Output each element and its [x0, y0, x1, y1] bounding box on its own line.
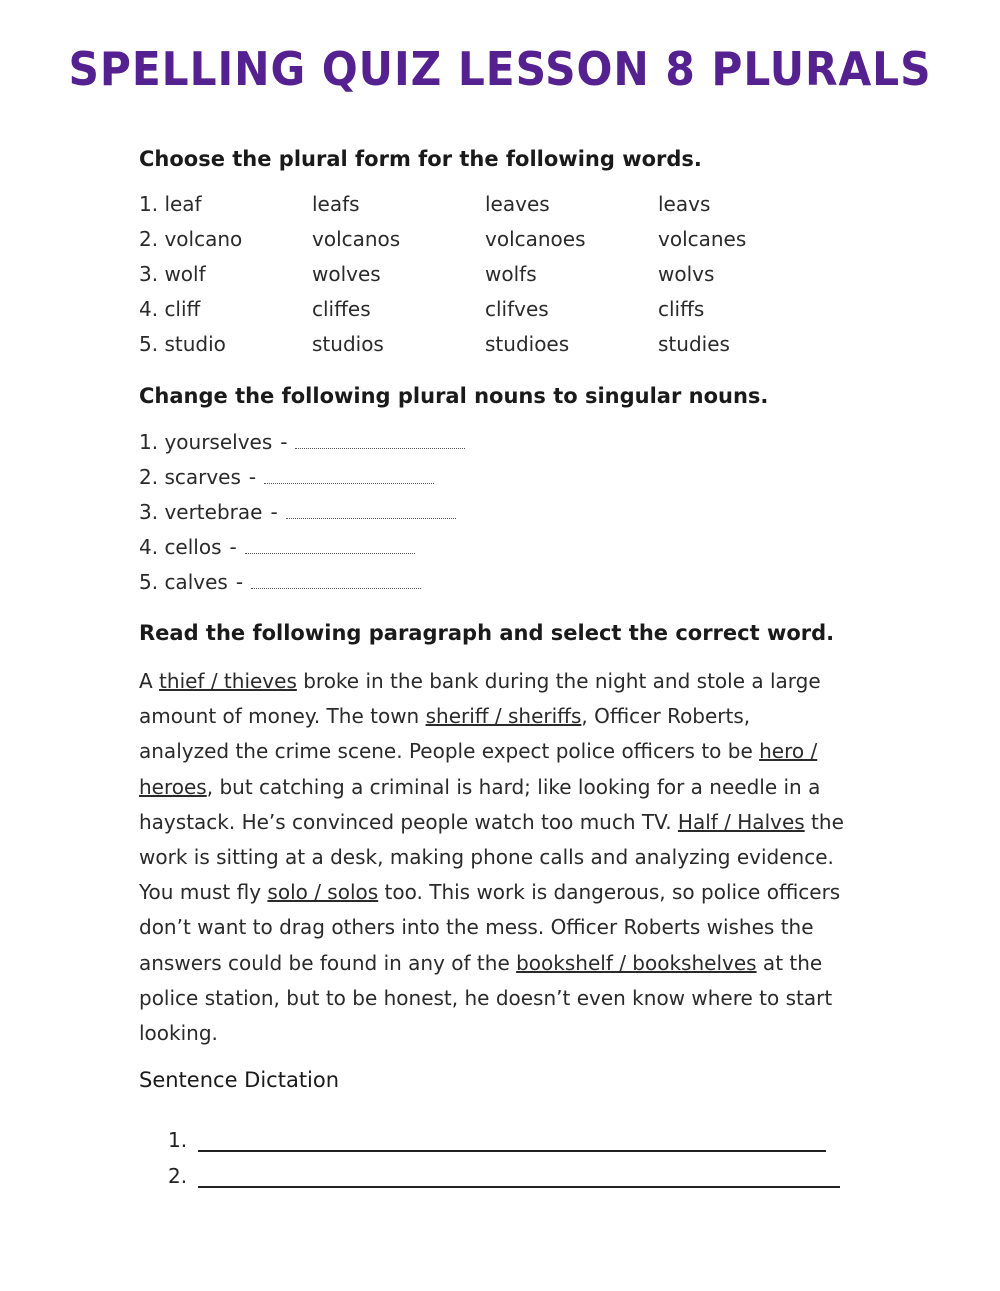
list-item — [139, 430, 639, 465]
word-choice[interactable]: solo / solos — [267, 880, 379, 905]
answer-blank[interactable] — [264, 469, 434, 484]
list-item — [139, 535, 639, 570]
option[interactable]: cliffes — [312, 297, 371, 321]
option[interactable]: leavs — [658, 192, 711, 216]
list-item — [139, 332, 839, 367]
dash: - — [248, 465, 257, 489]
option[interactable]: wolvs — [658, 262, 715, 286]
plural-word: 1. yourselves — [139, 430, 273, 454]
option[interactable]: wolfs — [485, 262, 537, 286]
option[interactable]: volcanes — [658, 227, 747, 251]
list-item — [139, 465, 639, 500]
section-heading-singular: Change the following plural nouns to singular nouns. — [139, 384, 769, 408]
section-heading-plural-choice: Choose the plural form for the following words. — [139, 147, 702, 171]
plural-word: 5. calves — [139, 570, 228, 594]
word-choice[interactable]: Half / Halves — [677, 809, 805, 834]
option[interactable]: studios — [312, 332, 384, 356]
list-item — [139, 192, 839, 227]
option[interactable]: clifves — [485, 297, 549, 321]
plural-word: 2. scarves — [139, 465, 241, 489]
option[interactable]: volcanos — [312, 227, 401, 251]
word-label: 5. studio — [139, 332, 226, 356]
option[interactable]: leafs — [312, 192, 360, 216]
answer-blank[interactable] — [245, 539, 415, 554]
dash: - — [235, 570, 244, 594]
dash: - — [280, 430, 288, 454]
paragraph-text: , Officer Roberts, analyzed the crime scene. People expect police officers to be — [139, 704, 760, 764]
list-item — [168, 1152, 848, 1188]
option[interactable]: wolves — [312, 262, 381, 286]
dictation-line[interactable] — [198, 1130, 826, 1152]
list-item — [139, 500, 639, 535]
paragraph-text: the work is sitting at a desk, making phone calls and analyzing evidence. You must fly — [139, 809, 844, 905]
word-choice[interactable]: sheriff / sheriffs — [425, 704, 582, 729]
singular-list — [139, 430, 639, 605]
dictation-list — [168, 1116, 848, 1188]
plural-word: 4. cellos — [139, 535, 222, 559]
answer-blank[interactable] — [286, 504, 456, 519]
list-item — [139, 262, 839, 297]
list-item — [139, 227, 839, 262]
word-label: 2. volcano — [139, 227, 243, 251]
page-title: SPELLING QUIZ LESSON 8 PLURALS — [68, 42, 932, 96]
word-choice[interactable]: hero / heroes — [139, 739, 818, 799]
dash: - — [229, 535, 237, 559]
word-label: 4. cliff — [139, 297, 201, 321]
plural-choice-list — [139, 192, 839, 367]
item-number: 1. — [168, 1128, 188, 1152]
paragraph-text: , but catching a criminal is hard; like looking for a needle in a haystack. He’s convinced people watch too much TV. — [139, 774, 821, 834]
paragraph-text: A — [139, 669, 160, 693]
word-choice[interactable]: thief / thieves — [159, 669, 297, 693]
section-heading-dictation: Sentence Dictation — [139, 1068, 340, 1092]
list-item — [139, 570, 639, 605]
paragraph — [139, 664, 844, 1051]
section-heading-paragraph: Read the following paragraph and select the correct word. — [139, 621, 835, 645]
paragraph-text: at the police station, but to be honest, he doesn’t even know where to start looking. — [139, 950, 833, 1046]
paragraph-text: too. This work is dangerous, so police officers don’t want to drag others into the mess. Officer Roberts wishes the answers could be found in any of the — [139, 880, 841, 975]
word-label: 3. wolf — [139, 262, 206, 286]
list-item — [168, 1116, 848, 1152]
word-choice[interactable]: bookshelf / bookshelves — [516, 950, 757, 975]
list-item — [139, 297, 839, 332]
answer-blank[interactable] — [295, 434, 465, 449]
option[interactable]: volcanoes — [485, 227, 586, 251]
plural-word: 3. vertebrae — [139, 500, 263, 524]
option[interactable]: studioes — [485, 332, 570, 356]
answer-blank[interactable] — [251, 574, 421, 589]
item-number: 2. — [168, 1164, 188, 1188]
word-label: 1. leaf — [139, 192, 202, 216]
dash: - — [270, 500, 278, 524]
option[interactable]: cliffs — [658, 297, 705, 321]
paragraph-text: broke in the bank during the night and stole a large amount of money. The town — [139, 669, 821, 729]
dictation-line[interactable] — [198, 1166, 840, 1188]
option[interactable]: leaves — [485, 192, 550, 216]
option[interactable]: studies — [658, 332, 730, 356]
